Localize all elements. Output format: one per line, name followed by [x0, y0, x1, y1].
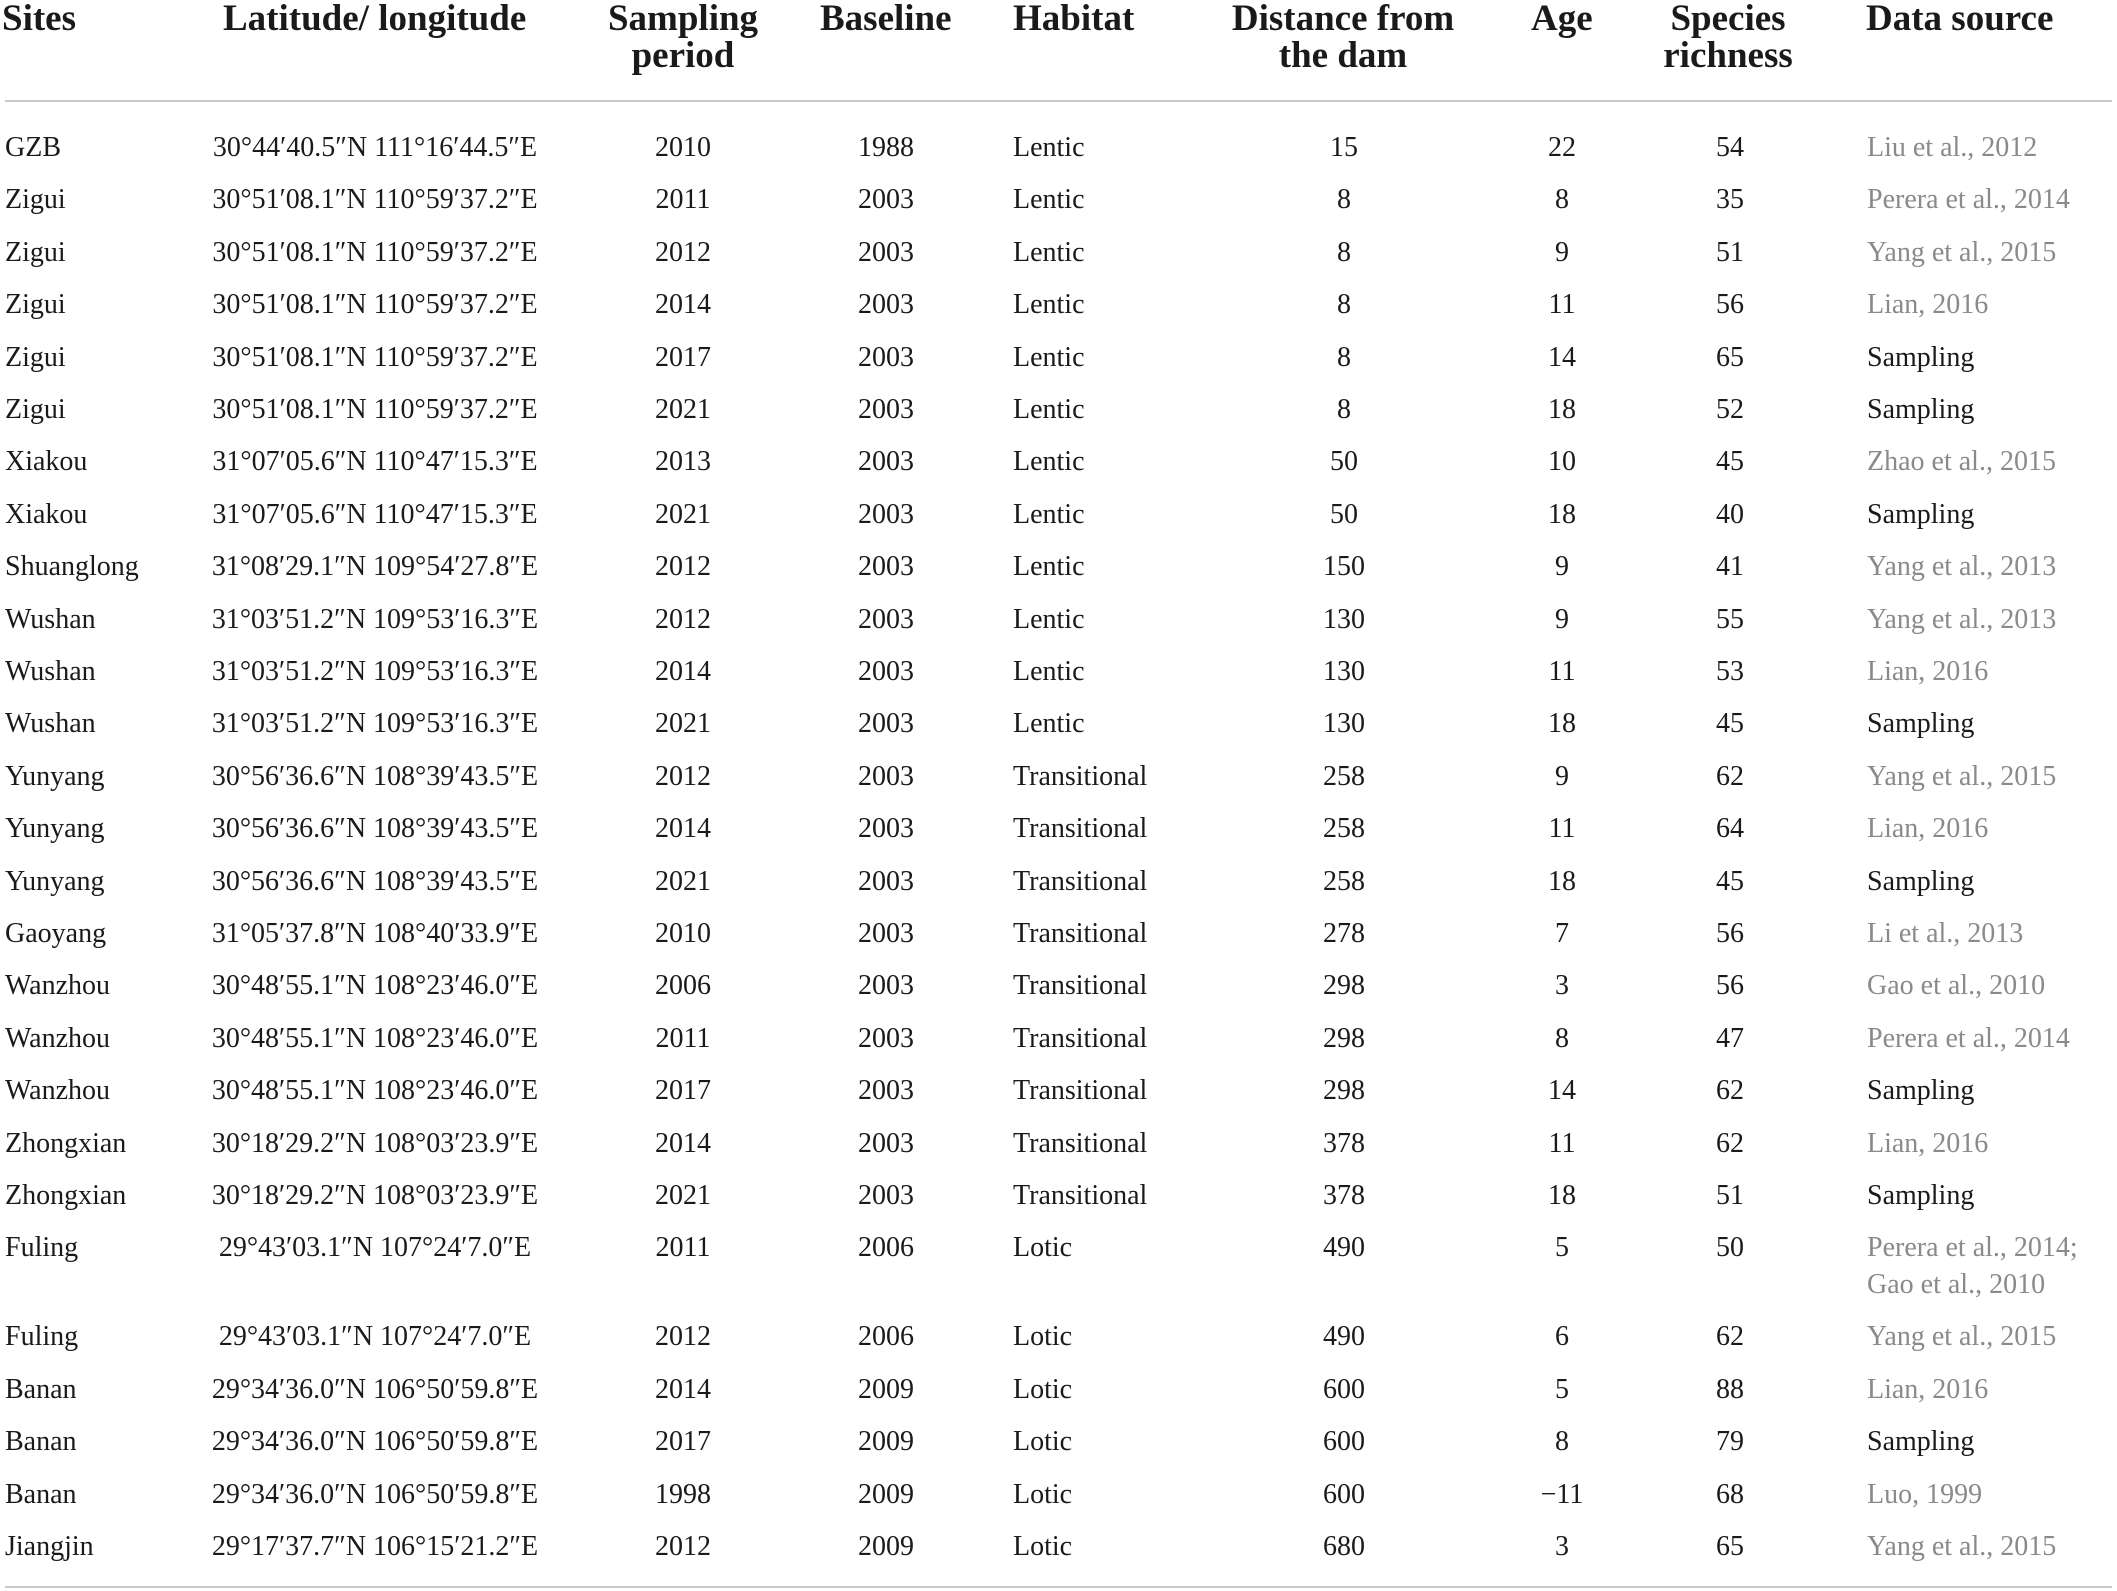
cell-species-richness: 40 — [1716, 498, 1744, 530]
cell-baseline: 2003 — [858, 341, 914, 373]
cell-site: Zigui — [5, 236, 66, 268]
cell-coordinates: 31°07′05.6″N 110°47′15.3″E — [212, 498, 538, 530]
cell-site: Jiangjin — [5, 1531, 94, 1562]
cell-coordinates: 30°18′29.2″N 108°03′23.9″E — [211, 1180, 539, 1211]
cell-data-source: Lian, 2016 — [1867, 1373, 1989, 1405]
cell-age: 5 — [1555, 1232, 1569, 1264]
bottom-rule — [5, 1586, 2112, 1588]
cell-data-source-line2: Gao et al., 2010 — [1867, 1269, 2046, 1301]
cell-baseline: 2009 — [858, 1426, 914, 1458]
cell-coordinates: 30°51′08.1″N 110°59′37.2″E — [212, 394, 538, 425]
cell-data-source: Lian, 2016 — [1867, 656, 1989, 687]
cell-species-richness: 47 — [1716, 1022, 1744, 1054]
cell-sampling-period: 2021 — [655, 865, 711, 897]
table-row — [0, 391, 2117, 443]
cell-baseline: 2003 — [858, 1075, 914, 1107]
table-row — [0, 496, 2117, 548]
table-row — [0, 1528, 2117, 1580]
table-row — [0, 181, 2117, 233]
cell-baseline: 2003 — [858, 394, 914, 425]
cell-baseline: 2009 — [858, 1478, 914, 1510]
cell-site: Yunyang — [5, 813, 105, 845]
cell-species-richness: 65 — [1716, 1531, 1744, 1562]
cell-distance: 50 — [1330, 446, 1358, 478]
cell-site: Fuling — [5, 1321, 79, 1353]
cell-distance: 130 — [1323, 603, 1365, 635]
cell-habitat: Transitional — [1013, 1022, 1148, 1054]
cell-habitat: Lentic — [1013, 341, 1085, 373]
cell-baseline: 2009 — [858, 1531, 914, 1562]
cell-species-richness: 68 — [1716, 1478, 1744, 1510]
cell-distance: 15 — [1330, 132, 1358, 163]
cell-data-source: Sampling — [1867, 708, 1975, 740]
cell-age: 3 — [1555, 1531, 1569, 1562]
cell-baseline: 2003 — [858, 813, 914, 845]
cell-coordinates: 30°56′36.6″N 108°39′43.5″E — [211, 865, 539, 897]
cell-baseline: 2003 — [858, 1180, 914, 1211]
cell-site: Banan — [5, 1426, 77, 1458]
cell-baseline: 2003 — [858, 603, 914, 635]
cell-habitat: Lentic — [1013, 236, 1085, 268]
cell-age: 9 — [1555, 236, 1569, 268]
cell-species-richness: 53 — [1716, 656, 1744, 687]
cell-coordinates: 30°56′36.6″N 108°39′43.5″E — [211, 813, 539, 845]
cell-coordinates: 31°08′29.1″N 109°54′27.8″E — [211, 551, 539, 583]
table-row — [0, 1125, 2117, 1177]
table-row — [0, 601, 2117, 653]
cell-age: 18 — [1548, 865, 1576, 897]
cell-habitat: Lentic — [1013, 498, 1085, 530]
cell-age: 11 — [1548, 813, 1576, 845]
cell-habitat: Lotic — [1013, 1426, 1073, 1458]
cell-sampling-period: 2014 — [655, 656, 711, 687]
cell-habitat: Lentic — [1013, 708, 1085, 740]
cell-distance: 130 — [1323, 656, 1365, 687]
cell-baseline: 2003 — [858, 551, 914, 583]
cell-species-richness: 62 — [1716, 1321, 1744, 1353]
cell-sampling-period: 2021 — [655, 498, 711, 530]
table-row — [0, 234, 2117, 286]
cell-baseline: 2003 — [858, 236, 914, 268]
cell-age: 14 — [1548, 341, 1576, 373]
cell-data-source: Sampling — [1867, 498, 1975, 530]
cell-species-richness: 56 — [1716, 918, 1744, 949]
cell-habitat: Lotic — [1013, 1232, 1073, 1264]
cell-age: 9 — [1555, 603, 1569, 635]
cell-data-source: Sampling — [1867, 1180, 1975, 1211]
cell-site: Yunyang — [5, 760, 105, 792]
cell-data-source: Lian, 2016 — [1867, 289, 1989, 321]
header-age: Age — [1531, 0, 1593, 39]
cell-species-richness: 45 — [1716, 865, 1744, 897]
cell-habitat: Transitional — [1013, 1180, 1148, 1211]
cell-distance: 298 — [1323, 1075, 1365, 1107]
cell-age: 9 — [1555, 760, 1569, 792]
cell-habitat: Transitional — [1013, 760, 1148, 792]
cell-age: 18 — [1548, 708, 1576, 740]
cell-habitat: Lentic — [1013, 551, 1085, 583]
table-row — [0, 1423, 2117, 1475]
cell-baseline: 2003 — [858, 1022, 914, 1054]
cell-data-source: Sampling — [1867, 394, 1975, 425]
header-sampling-period: Sampling period — [607, 0, 759, 76]
header-rule — [5, 100, 2112, 102]
cell-baseline: 2003 — [858, 865, 914, 897]
cell-distance: 258 — [1323, 865, 1365, 897]
cell-sampling-period: 2014 — [655, 1373, 711, 1405]
cell-distance: 378 — [1323, 1180, 1365, 1211]
cell-habitat: Transitional — [1013, 813, 1148, 845]
table-row — [0, 810, 2117, 862]
cell-distance: 298 — [1323, 1022, 1365, 1054]
table-row — [0, 915, 2117, 967]
cell-baseline: 2003 — [858, 184, 914, 216]
cell-habitat: Lentic — [1013, 289, 1085, 321]
cell-sampling-period: 2011 — [655, 1232, 711, 1264]
cell-species-richness: 51 — [1716, 236, 1744, 268]
cell-sampling-period: 2012 — [655, 603, 711, 635]
cell-age: 7 — [1555, 918, 1569, 949]
cell-data-source: Lian, 2016 — [1867, 1127, 1989, 1159]
table-row — [0, 286, 2117, 338]
header-latlon: Latitude/ longitude — [223, 0, 527, 39]
cell-site: Gaoyang — [5, 918, 107, 949]
cell-sampling-period: 2012 — [655, 1321, 711, 1353]
cell-sampling-period: 2014 — [655, 289, 711, 321]
cell-species-richness: 65 — [1716, 341, 1744, 373]
cell-sampling-period: 2021 — [655, 1180, 711, 1211]
cell-distance: 8 — [1337, 341, 1351, 373]
cell-site: Zigui — [5, 341, 66, 373]
cell-distance: 8 — [1337, 236, 1351, 268]
cell-species-richness: 64 — [1716, 813, 1744, 845]
cell-coordinates: 29°34′36.0″N 106°50′59.8″E — [211, 1478, 539, 1510]
cell-site: Banan — [5, 1373, 77, 1405]
cell-sampling-period: 2011 — [655, 184, 711, 216]
cell-coordinates: 29°43′03.1″N 107°24′7.0″E — [218, 1321, 532, 1353]
cell-sampling-period: 2012 — [655, 1531, 711, 1562]
cell-coordinates: 29°34′36.0″N 106°50′59.8″E — [211, 1373, 539, 1405]
cell-distance: 8 — [1337, 394, 1351, 425]
table-row — [0, 1476, 2117, 1528]
cell-site: Zigui — [5, 394, 66, 425]
cell-sampling-period: 2021 — [655, 394, 711, 425]
cell-data-source: Li et al., 2013 — [1867, 918, 2024, 949]
cell-site: Wushan — [5, 708, 96, 740]
cell-baseline: 2003 — [858, 970, 914, 1002]
cell-sampling-period: 2010 — [655, 918, 711, 949]
cell-age: 18 — [1548, 498, 1576, 530]
cell-distance: 8 — [1337, 289, 1351, 321]
cell-data-source: Perera et al., 2014 — [1867, 1022, 2070, 1054]
header-sites: Sites — [2, 0, 76, 39]
table-row — [0, 1177, 2117, 1229]
cell-age: 11 — [1548, 656, 1576, 687]
cell-distance: 600 — [1323, 1478, 1365, 1510]
cell-sampling-period: 2017 — [655, 1075, 711, 1107]
table-header — [0, 0, 2117, 100]
cell-habitat: Transitional — [1013, 918, 1148, 949]
cell-sampling-period: 2014 — [655, 813, 711, 845]
cell-data-source: Sampling — [1867, 1075, 1975, 1107]
cell-species-richness: 45 — [1716, 708, 1744, 740]
cell-species-richness: 51 — [1716, 1180, 1744, 1211]
cell-coordinates: 30°48′55.1″N 108°23′46.0″E — [211, 1075, 539, 1107]
cell-coordinates: 30°48′55.1″N 108°23′46.0″E — [211, 1022, 539, 1054]
cell-species-richness: 41 — [1716, 551, 1744, 583]
cell-distance: 680 — [1323, 1531, 1365, 1562]
cell-baseline: 2003 — [858, 289, 914, 321]
cell-sampling-period: 2021 — [655, 708, 711, 740]
cell-age: 18 — [1548, 1180, 1576, 1211]
cell-habitat: Lentic — [1013, 394, 1085, 425]
cell-coordinates: 29°43′03.1″N 107°24′7.0″E — [218, 1232, 532, 1264]
cell-sampling-period: 2006 — [655, 970, 711, 1002]
cell-species-richness: 52 — [1716, 394, 1744, 425]
cell-data-source: Sampling — [1867, 341, 1975, 373]
table-row — [0, 548, 2117, 600]
cell-species-richness: 62 — [1716, 1127, 1744, 1159]
cell-species-richness: 55 — [1716, 603, 1744, 635]
header-baseline: Baseline — [820, 0, 952, 39]
cell-data-source: Sampling — [1867, 865, 1975, 897]
cell-site: Wushan — [5, 603, 96, 635]
cell-site: Zhongxian — [5, 1180, 127, 1211]
cell-data-source: Yang et al., 2015 — [1867, 1321, 2057, 1353]
cell-species-richness: 62 — [1716, 760, 1744, 792]
table-row — [0, 1318, 2117, 1370]
cell-coordinates: 30°18′29.2″N 108°03′23.9″E — [211, 1127, 539, 1159]
cell-baseline: 2009 — [858, 1373, 914, 1405]
cell-data-source: Perera et al., 2014 — [1867, 184, 2070, 216]
cell-data-source: Yang et al., 2015 — [1867, 236, 2057, 268]
cell-habitat: Transitional — [1013, 865, 1148, 897]
cell-age: 22 — [1548, 132, 1576, 163]
cell-habitat: Lotic — [1013, 1531, 1073, 1562]
cell-coordinates: 31°03′51.2″N 109°53′16.3″E — [211, 603, 539, 635]
cell-coordinates: 30°56′36.6″N 108°39′43.5″E — [211, 760, 539, 792]
cell-distance: 490 — [1323, 1232, 1365, 1264]
cell-site: Xiakou — [5, 446, 88, 478]
cell-age: 9 — [1555, 551, 1569, 583]
cell-distance: 600 — [1323, 1426, 1365, 1458]
cell-sampling-period: 2012 — [655, 760, 711, 792]
cell-site: Wanzhou — [5, 1022, 111, 1054]
cell-data-source: Yang et al., 2013 — [1867, 603, 2057, 635]
cell-sampling-period: 2017 — [655, 1426, 711, 1458]
cell-baseline: 2003 — [858, 760, 914, 792]
cell-baseline: 2003 — [858, 656, 914, 687]
cell-distance: 258 — [1323, 813, 1365, 845]
cell-sampling-period: 1998 — [655, 1478, 711, 1510]
cell-data-source: Yang et al., 2013 — [1867, 551, 2057, 583]
cell-coordinates: 30°44′40.5″N 111°16′44.5″E — [212, 132, 538, 163]
cell-habitat: Lentic — [1013, 446, 1085, 478]
cell-species-richness: 56 — [1716, 289, 1744, 321]
cell-site: Zhongxian — [5, 1127, 127, 1159]
cell-distance: 490 — [1323, 1321, 1365, 1353]
cell-species-richness: 50 — [1716, 1232, 1744, 1264]
cell-data-source: Zhao et al., 2015 — [1867, 446, 2056, 478]
cell-age: 8 — [1555, 1426, 1569, 1458]
cell-baseline: 2003 — [858, 708, 914, 740]
cell-baseline: 2006 — [858, 1321, 914, 1353]
cell-habitat: Transitional — [1013, 1075, 1148, 1107]
cell-coordinates: 31°07′05.6″N 110°47′15.3″E — [212, 446, 538, 478]
cell-age: −11 — [1540, 1478, 1584, 1510]
cell-habitat: Transitional — [1013, 1127, 1148, 1159]
table-row — [0, 653, 2117, 705]
cell-distance: 278 — [1323, 918, 1365, 949]
cell-habitat: Lentic — [1013, 603, 1085, 635]
cell-site: Xiakou — [5, 498, 88, 530]
cell-habitat: Transitional — [1013, 970, 1148, 1002]
cell-site: Wanzhou — [5, 1075, 111, 1107]
cell-site: Yunyang — [5, 865, 105, 897]
cell-baseline: 2003 — [858, 498, 914, 530]
cell-sampling-period: 2012 — [655, 236, 711, 268]
table-row — [0, 758, 2117, 810]
cell-sampling-period: 2011 — [655, 1022, 711, 1054]
cell-data-source: Sampling — [1867, 1426, 1975, 1458]
cell-distance: 600 — [1323, 1373, 1365, 1405]
cell-species-richness: 54 — [1716, 132, 1744, 163]
cell-sampling-period: 2017 — [655, 341, 711, 373]
cell-coordinates: 31°05′37.8″N 108°40′33.9″E — [211, 918, 539, 949]
table-row — [0, 1229, 2117, 1301]
cell-coordinates: 30°51′08.1″N 110°59′37.2″E — [212, 236, 538, 268]
cell-baseline: 2003 — [858, 918, 914, 949]
cell-coordinates: 31°03′51.2″N 109°53′16.3″E — [211, 656, 539, 687]
cell-species-richness: 88 — [1716, 1373, 1744, 1405]
cell-species-richness: 56 — [1716, 970, 1744, 1002]
cell-coordinates: 30°51′08.1″N 110°59′37.2″E — [212, 341, 538, 373]
cell-sampling-period: 2014 — [655, 1127, 711, 1159]
cell-distance: 258 — [1323, 760, 1365, 792]
cell-sampling-period: 2012 — [655, 551, 711, 583]
cell-habitat: Lentic — [1013, 132, 1085, 163]
cell-coordinates: 31°03′51.2″N 109°53′16.3″E — [211, 708, 539, 740]
cell-age: 5 — [1555, 1373, 1569, 1405]
cell-baseline: 2003 — [858, 1127, 914, 1159]
cell-data-source: Lian, 2016 — [1867, 813, 1989, 845]
cell-site: Zigui — [5, 184, 66, 216]
table-row — [0, 339, 2117, 391]
cell-age: 11 — [1548, 289, 1576, 321]
cell-distance: 130 — [1323, 708, 1365, 740]
cell-age: 11 — [1548, 1127, 1576, 1159]
cell-site: Wanzhou — [5, 970, 111, 1002]
cell-age: 8 — [1555, 1022, 1569, 1054]
table-row — [0, 705, 2117, 757]
table-row — [0, 1371, 2117, 1423]
cell-baseline: 2006 — [858, 1232, 914, 1264]
cell-site: Shuanglong — [5, 551, 139, 583]
cell-species-richness: 79 — [1716, 1426, 1744, 1458]
cell-data-source: Liu et al., 2012 — [1867, 132, 2038, 163]
cell-data-source: Luo, 1999 — [1867, 1478, 1983, 1510]
cell-distance: 378 — [1323, 1127, 1365, 1159]
table-row — [0, 129, 2117, 181]
cell-habitat: Lotic — [1013, 1478, 1073, 1510]
header-species-richness: Species richness — [1663, 0, 1793, 76]
cell-site: Zigui — [5, 289, 66, 321]
cell-distance: 298 — [1323, 970, 1365, 1002]
cell-site: Banan — [5, 1478, 77, 1510]
table-row — [0, 443, 2117, 495]
cell-coordinates: 29°34′36.0″N 106°50′59.8″E — [211, 1426, 539, 1458]
cell-coordinates: 30°48′55.1″N 108°23′46.0″E — [211, 970, 539, 1002]
cell-distance: 50 — [1330, 498, 1358, 530]
cell-species-richness: 35 — [1716, 184, 1744, 216]
cell-species-richness: 45 — [1716, 446, 1744, 478]
header-habitat: Habitat — [1013, 0, 1135, 39]
cell-habitat: Lentic — [1013, 184, 1085, 216]
cell-sampling-period: 2013 — [655, 446, 711, 478]
cell-coordinates: 29°17′37.7″N 106°15′21.2″E — [211, 1531, 539, 1562]
cell-coordinates: 30°51′08.1″N 110°59′37.2″E — [212, 289, 538, 321]
cell-age: 14 — [1548, 1075, 1576, 1107]
cell-sampling-period: 2010 — [655, 132, 711, 163]
cell-distance: 8 — [1337, 184, 1351, 216]
cell-habitat: Lentic — [1013, 656, 1085, 687]
table-row — [0, 1072, 2117, 1124]
cell-habitat: Lotic — [1013, 1321, 1073, 1353]
table-row — [0, 863, 2117, 915]
cell-habitat: Lotic — [1013, 1373, 1073, 1405]
cell-species-richness: 62 — [1716, 1075, 1744, 1107]
cell-data-source: Yang et al., 2015 — [1867, 1531, 2057, 1562]
cell-age: 18 — [1548, 394, 1576, 425]
cell-data-source: Perera et al., 2014; — [1867, 1232, 2078, 1264]
cell-age: 10 — [1548, 446, 1576, 478]
cell-data-source: Yang et al., 2015 — [1867, 760, 2057, 792]
cell-age: 8 — [1555, 184, 1569, 216]
table-row — [0, 967, 2117, 1019]
cell-site: Wushan — [5, 656, 96, 687]
cell-site: Fuling — [5, 1232, 79, 1264]
header-data-source: Data source — [1866, 0, 2054, 39]
cell-distance: 150 — [1323, 551, 1365, 583]
cell-baseline: 2003 — [858, 446, 914, 478]
cell-age: 3 — [1555, 970, 1569, 1002]
header-distance: Distance from the dam — [1231, 0, 1455, 76]
cell-data-source: Gao et al., 2010 — [1867, 970, 2046, 1002]
cell-site: GZB — [5, 132, 61, 163]
cell-coordinates: 30°51′08.1″N 110°59′37.2″E — [212, 184, 538, 216]
cell-age: 6 — [1555, 1321, 1569, 1353]
cell-baseline: 1988 — [858, 132, 914, 163]
table-row — [0, 1020, 2117, 1072]
